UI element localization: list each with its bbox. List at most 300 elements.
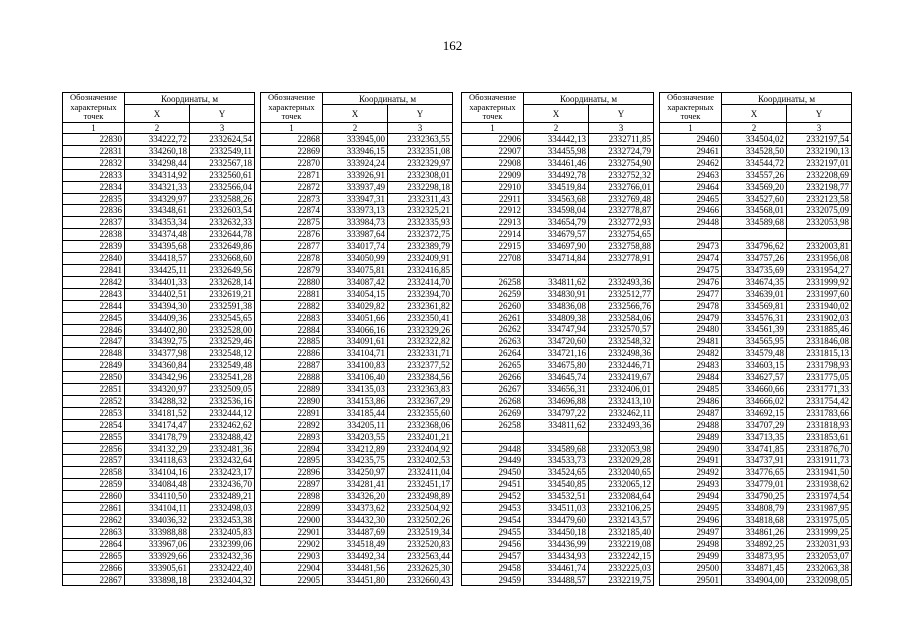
table-row [63,205,255,217]
point-id: 22851 [63,384,125,396]
table-row [261,491,453,503]
coord-y: 2331754,42 [787,395,852,407]
table-row [63,467,255,479]
coordinate-table-4 [659,92,852,586]
coord-y: 2332591,38 [190,300,255,312]
coord-y: 2332053,98 [589,443,654,455]
coord-y: 2332758,88 [589,241,654,253]
coord-x: 334392,75 [125,336,190,348]
point-id: 29484 [660,372,722,384]
table-row [261,419,453,431]
point-id: 22902 [261,538,323,550]
coord-x: 334288,32 [125,395,190,407]
point-id: 22874 [261,205,323,217]
table-row [660,562,852,574]
point-id: 22867 [63,574,125,586]
point-id: 26259 [462,288,524,300]
coord-y: 2332197,54 [787,134,852,146]
coord-x: 334569,20 [722,181,787,193]
point-id: 29495 [660,503,722,515]
point-id: 29456 [462,538,524,550]
point-id: 29483 [660,360,722,372]
coord-x: 334401,33 [125,276,190,288]
table-row [261,479,453,491]
point-id: 22893 [261,431,323,443]
coord-x: 334540,85 [524,479,589,491]
coord-x: 334235,75 [323,455,388,467]
coord-y: 2332541,28 [190,372,255,384]
point-id: 22876 [261,229,323,241]
table-row [462,419,654,431]
point-id: 22888 [261,372,323,384]
point-id: 22882 [261,300,323,312]
coord-y: 2332724,79 [589,145,654,157]
point-id: 29463 [660,169,722,181]
table-row [660,372,852,384]
table-row [462,360,654,372]
coordinate-table-3 [461,92,654,586]
coord-x: 334603,15 [722,360,787,372]
coord-x: 334660,66 [722,384,787,396]
coord-x: 334721,16 [524,348,589,360]
point-id: 22871 [261,169,323,181]
coord-x: 333967,06 [125,538,190,550]
coord-y: 2332367,29 [388,395,453,407]
table-row [63,264,255,276]
table-row [63,419,255,431]
coord-x: 334568,01 [722,205,787,217]
coord-y: 2331818,93 [787,419,852,431]
coord-x: 334569,81 [722,300,787,312]
point-id: 22891 [261,407,323,419]
coord-x: 334066,16 [323,324,388,336]
coord-x: 334656,31 [524,384,589,396]
point-id: 22849 [63,360,125,372]
coord-y: 2331846,08 [787,336,852,348]
table-row [261,431,453,443]
coord-x: 334639,01 [722,288,787,300]
table-row [462,288,654,300]
table-row [660,276,852,288]
point-id: 22884 [261,324,323,336]
table-row [261,217,453,229]
point-id: 22836 [63,205,125,217]
coord-x: 334518,49 [323,538,388,550]
coord-y: 2331997,60 [787,288,852,300]
coord-x: 334050,99 [323,253,388,265]
table-row [261,550,453,562]
coord-x: 334450,18 [524,526,589,538]
coord-y: 2331938,62 [787,479,852,491]
coord-x: 334029,82 [323,300,388,312]
point-id: 22914 [462,229,524,241]
header-coordinates: Координаты, м [524,93,654,105]
coord-x: 334135,03 [323,384,388,396]
coord-y [589,264,654,276]
coord-y: 2332549,11 [190,145,255,157]
coord-x: 333898,18 [125,574,190,586]
coord-y: 2332031,93 [787,538,852,550]
coord-y: 2332566,04 [190,181,255,193]
point-id: 29473 [660,241,722,253]
coord-y: 2332053,98 [787,217,852,229]
coord-x: 334281,41 [323,479,388,491]
point-id: 22843 [63,288,125,300]
coord-x: 334104,11 [125,503,190,515]
point-id: 22838 [63,229,125,241]
coord-x: 334692,15 [722,407,787,419]
coord-x: 334720,60 [524,336,589,348]
coord-x: 334796,62 [722,241,787,253]
table-row [462,276,654,288]
table-row [462,300,654,312]
coord-x: 333988,88 [125,526,190,538]
header-index: 1 [261,123,323,134]
coord-x: 334402,51 [125,288,190,300]
coord-x: 334436,99 [524,538,589,550]
coord-x: 334809,38 [524,312,589,324]
coord-x: 334395,68 [125,241,190,253]
coord-y: 2332208,69 [787,169,852,181]
coord-x: 334353,34 [125,217,190,229]
table-row [63,491,255,503]
coord-y: 2332493,36 [589,276,654,288]
coord-y: 2332446,71 [589,360,654,372]
coord-x: 334776,65 [722,467,787,479]
point-id: 29454 [462,514,524,526]
coord-x: 334707,29 [722,419,787,431]
coord-y: 2331853,61 [787,431,852,443]
coord-x: 334409,36 [125,312,190,324]
table-row [63,193,255,205]
point-id: 22832 [63,157,125,169]
coord-x: 334017,74 [323,241,388,253]
table-row [462,384,654,396]
coord-y: 2332489,21 [190,491,255,503]
page-number: 162 [442,38,463,53]
point-id: 29474 [660,253,722,265]
coord-x: 334811,62 [524,419,589,431]
coord-x: 334511,03 [524,503,589,515]
point-id: 22878 [261,253,323,265]
point-id: 22875 [261,217,323,229]
point-id: 29450 [462,467,524,479]
point-id: 22881 [261,288,323,300]
coord-x: 333924,24 [323,157,388,169]
coord-y: 2332143,57 [589,514,654,526]
coord-y: 2332198,77 [787,181,852,193]
point-id: 22861 [63,503,125,515]
point-id: 29489 [660,431,722,443]
coord-y: 2332063,38 [787,562,852,574]
point-id: 22900 [261,515,323,527]
coord-y: 2332498,36 [589,348,654,360]
coord-x: 334314,92 [125,169,190,181]
coord-x: 334374,48 [125,229,190,241]
point-id: 22830 [63,134,125,146]
table-row [261,467,453,479]
point-id: 22870 [261,157,323,169]
header-index: 1 [660,123,722,134]
coord-x: 334174,47 [125,419,190,431]
coord-x: 334153,86 [323,395,388,407]
header-designation: Обозначение характерных точек [63,93,125,123]
coord-x: 334110,50 [125,491,190,503]
point-id: 29452 [462,491,524,503]
point-id: 22847 [63,336,125,348]
table-row [261,134,453,146]
coord-x: 333987,64 [323,229,388,241]
coordinate-table-1 [62,92,255,586]
table-row [63,431,255,443]
point-id: 29457 [462,550,524,562]
table-row [462,526,654,538]
coord-y: 2331999,92 [787,276,852,288]
coord-x: 334106,40 [323,372,388,384]
header-x: X [323,105,388,123]
header-index: 1 [63,123,125,134]
coord-y: 2332545,65 [190,312,255,324]
point-id: 22885 [261,336,323,348]
point-id: 22879 [261,264,323,276]
point-id: 22883 [261,312,323,324]
point-id: 29458 [462,562,524,574]
point-id: 22869 [261,145,323,157]
point-id: 22913 [462,217,524,229]
coord-x: 334326,20 [323,491,388,503]
point-id [462,264,524,276]
coord-x: 334250,97 [323,467,388,479]
table-row [462,443,654,455]
coord-x: 334696,88 [524,395,589,407]
table-row [462,503,654,515]
coord-y: 2332769,48 [589,193,654,205]
table-row [63,372,255,384]
point-id: 22833 [63,169,125,181]
coord-y: 2332778,87 [589,205,654,217]
coord-y: 2332519,34 [388,526,453,538]
point-id: 22855 [63,431,125,443]
point-id: 29498 [660,538,722,550]
point-id: 29492 [660,467,722,479]
coord-x: 334481,56 [323,562,388,574]
coord-x: 334808,79 [722,503,787,515]
table-row [462,169,654,181]
point-id: 22872 [261,181,323,193]
coord-y: 2332563,44 [388,550,453,562]
coord-x: 334861,26 [722,526,787,538]
point-id: 29501 [660,574,722,586]
coord-x: 334212,89 [323,443,388,455]
table-row [462,467,654,479]
coord-y: 2332584,06 [589,312,654,324]
point-id: 29500 [660,562,722,574]
table-row [462,336,654,348]
coord-y: 2332084,64 [589,491,654,503]
coord-x: 334434,93 [524,550,589,562]
table-row [660,491,852,503]
coord-y: 2332363,55 [388,134,453,146]
coord-y: 2331902,03 [787,312,852,324]
coord-x: 334320,97 [125,384,190,396]
table-row [261,312,453,324]
coord-y: 2331956,08 [787,253,852,265]
point-id: 22868 [261,134,323,146]
point-id: 22846 [63,324,125,336]
point-id: 22845 [63,312,125,324]
coord-y: 2332512,77 [589,288,654,300]
table-row [63,384,255,396]
coord-y: 2332536,16 [190,395,255,407]
table-row [261,538,453,550]
coord-y: 2332549,48 [190,360,255,372]
coord-x: 334118,63 [125,455,190,467]
point-id: 22848 [63,348,125,360]
coord-x: 334394,30 [125,300,190,312]
table-row [462,574,654,586]
point-id: 29478 [660,300,722,312]
coord-x: 333973,13 [323,205,388,217]
coord-y: 2331783,66 [787,407,852,419]
coord-y: 2332053,07 [787,550,852,562]
point-id: 22895 [261,455,323,467]
coord-y: 2332322,82 [388,336,453,348]
coord-y: 2332308,01 [388,169,453,181]
table-row [261,145,453,157]
coord-x: 334528,50 [722,145,787,157]
coord-x: 334527,60 [722,193,787,205]
coord-x: 334561,39 [722,324,787,336]
table-row [462,312,654,324]
table-row [660,241,852,253]
header-designation: Обозначение характерных точек [462,93,524,123]
table-row [63,300,255,312]
table-row [462,253,654,265]
coord-y: 2332754,65 [589,229,654,241]
point-id: 29486 [660,395,722,407]
table-row [462,479,654,491]
coord-y: 2332498,89 [388,491,453,503]
table-row [261,574,453,586]
point-id: 22896 [261,467,323,479]
coord-y: 2332298,18 [388,181,453,193]
coord-y: 2332493,36 [589,419,654,431]
coord-x: 334075,81 [323,264,388,276]
table-row [462,181,654,193]
header-index: 3 [787,123,852,134]
point-id: 22910 [462,181,524,193]
coord-x: 334873,95 [722,550,787,562]
point-id: 22912 [462,205,524,217]
coord-x: 334666,02 [722,395,787,407]
coord-x: 334524,65 [524,467,589,479]
point-id: 29449 [462,455,524,467]
point-id: 26260 [462,300,524,312]
coord-x: 334348,61 [125,205,190,217]
coord-x: 334645,74 [524,372,589,384]
table-row [660,324,852,336]
coord-x: 334418,57 [125,253,190,265]
coord-y: 2332411,04 [388,467,453,479]
table-row [462,134,654,146]
point-id: 22915 [462,241,524,253]
coord-x: 334757,26 [722,253,787,265]
coord-y: 2332123,58 [787,193,852,205]
coord-y: 2332377,52 [388,360,453,372]
table-row [63,515,255,527]
coord-x: 334373,62 [323,503,388,515]
table-row [660,360,852,372]
point-id: 22852 [63,395,125,407]
coord-x: 334492,34 [323,550,388,562]
coord-x: 333937,49 [323,181,388,193]
coord-y: 2331987,95 [787,503,852,515]
coord-y: 2332368,06 [388,419,453,431]
coord-y: 2331974,54 [787,491,852,503]
coord-x: 334479,60 [524,514,589,526]
coord-y: 2332029,28 [589,455,654,467]
point-id: 22901 [261,526,323,538]
point-id: 22908 [462,157,524,169]
coord-y: 2332560,61 [190,169,255,181]
table-row [261,443,453,455]
coord-x: 334565,95 [722,336,787,348]
table-row [261,395,453,407]
point-id: 22862 [63,515,125,527]
point-id: 22857 [63,455,125,467]
point-id: 22860 [63,491,125,503]
point-id: 26267 [462,384,524,396]
coord-y: 2332462,11 [589,407,654,419]
coord-y: 2332409,91 [388,253,453,265]
table-row [462,157,654,169]
coord-y: 2332625,30 [388,562,453,574]
coord-y: 2331798,93 [787,360,852,372]
coord-x: 334563,68 [524,193,589,205]
point-id: 22903 [261,550,323,562]
point-id: 26265 [462,360,524,372]
table-row [462,145,654,157]
table-row [462,324,654,336]
coord-y: 2332242,15 [589,550,654,562]
table-row [660,395,852,407]
table-row [261,264,453,276]
point-id: 22863 [63,526,125,538]
coord-y: 2332520,83 [388,538,453,550]
coord-x: 334442,13 [524,134,589,146]
coord-x: 334455,98 [524,145,589,157]
header-designation: Обозначение характерных точек [261,93,323,123]
coord-y: 2332432,64 [190,455,255,467]
coord-x: 334589,68 [524,443,589,455]
header-designation: Обозначение характерных точек [660,93,722,123]
coord-y: 2332548,12 [190,348,255,360]
header-index: 3 [190,123,255,134]
table-row [261,503,453,515]
point-id: 29455 [462,526,524,538]
point-id [462,431,524,443]
header-index: 1 [462,123,524,134]
header-y: Y [589,105,654,123]
table-row [63,348,255,360]
table-row [63,217,255,229]
table-row [462,241,654,253]
coord-x: 334532,51 [524,491,589,503]
table-row [660,431,852,443]
coord-x: 334737,91 [722,455,787,467]
table-row [63,407,255,419]
coord-y: 2332711,85 [589,134,654,146]
